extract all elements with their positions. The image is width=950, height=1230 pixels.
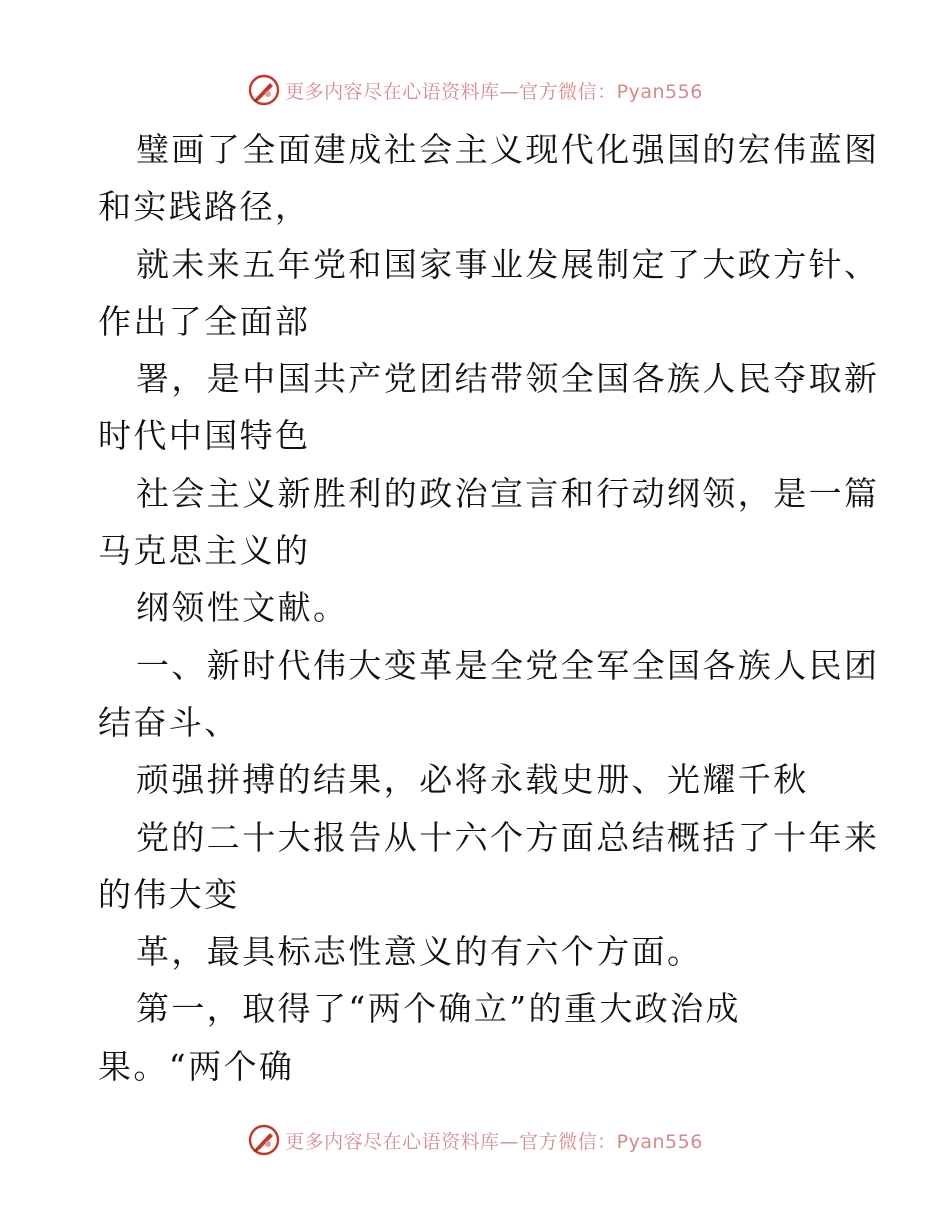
footer-banner-text: 更多内容尽在心语资料库—官方微信：Pyan556 (285, 1130, 703, 1153)
text-line: 第一，取得了“两个确立”的重大政治成 (136, 989, 741, 1029)
text-line: 革，最具标志性意义的有六个方面。 (136, 932, 703, 972)
text-line: 时代中国特色 (98, 416, 311, 456)
text-line: 的伟大变 (98, 874, 240, 914)
pen-logo-icon (247, 73, 281, 107)
text-line: 作出了全面部 (98, 301, 311, 341)
text-line: 一、新时代伟大变革是全党全军全国各族人民团 (136, 645, 880, 685)
text-line: 党的二十大报告从十六个方面总结概括了十年来 (136, 817, 880, 857)
header-banner-text: 更多内容尽在心语资料库—官方微信：Pyan556 (285, 80, 703, 103)
text-line: 璧画了全面建成社会主义现代化强国的宏伟蓝图 (136, 130, 880, 169)
text-line: 马克思主义的 (98, 531, 311, 571)
text-line: 署，是中国共产党团结带领全国各族人民夺取新 (136, 359, 880, 399)
text-line: 就未来五年党和国家事业发展制定了大政方针、 (136, 244, 880, 284)
text-line: 和实践路径， (98, 187, 311, 227)
pen-logo-icon (247, 1123, 281, 1157)
text-line: 结奋斗、 (98, 702, 240, 742)
text-line: 社会主义新胜利的政治宣言和行动纲领，是一篇 (136, 473, 880, 513)
text-line: 纲领性文献。 (136, 588, 349, 628)
footer-banner (0, 1120, 950, 1160)
text-line: 顽强拼搏的结果，必将永载史册、光耀千秋 (136, 760, 809, 800)
header-banner (0, 70, 950, 110)
document-body (98, 121, 880, 1095)
text-line: 果。“两个确 (98, 1046, 295, 1086)
